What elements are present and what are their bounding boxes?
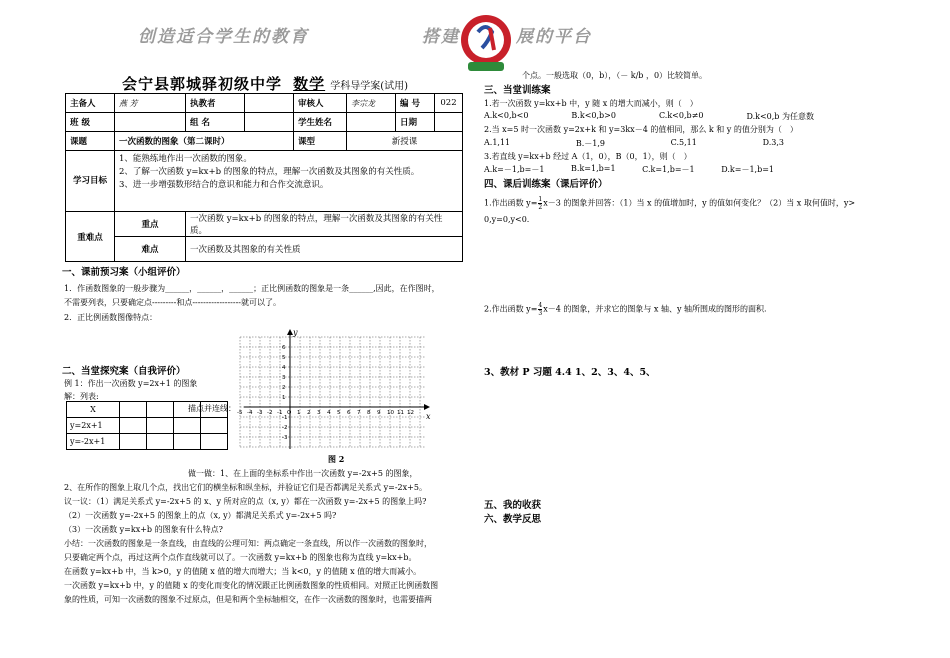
explore-heading: 二、当堂探究案（自我评价） xyxy=(62,366,186,377)
header-slogan-right-a: 搭建 xyxy=(422,27,460,47)
explore-line: 只要确定两个点，再过这两个点作直线就可以了。一次函数 y=kx+b 的图象也称为直线 y=kx+b。 xyxy=(64,553,417,562)
date-value xyxy=(435,113,463,132)
x-tick-label: 1 xyxy=(297,410,301,416)
key-point-value: 一次函数 y=kx+b 的图象的特点，理解一次函数及其图象的有关性质。 xyxy=(186,212,463,237)
label-class: 班 级 xyxy=(66,113,115,132)
label-group: 组 名 xyxy=(186,113,245,132)
x-tick-label: 3 xyxy=(317,410,321,416)
x-tick-label: 8 xyxy=(367,410,371,416)
option: A.k<0,b<0 xyxy=(484,111,529,120)
label-key-point: 重点 xyxy=(115,212,186,237)
y-tick-label: 4 xyxy=(282,365,286,371)
preview-line-2: 2．正比例函数图像特点： xyxy=(64,313,158,322)
topic-value: 一次函数的图象（第二课时） xyxy=(115,132,294,151)
explore-line: 议一议：（1）满足关系式 y=-2x+5 的 x、y 所对应的点（x, y）都在一次函数 y=-2x+5 的图象上吗? xyxy=(64,497,427,506)
explore-line: （3）一次函数 y=kx+b 的图象有什么特点? xyxy=(64,525,223,534)
label-goals: 学习目标 xyxy=(66,151,115,212)
after-class-heading: 四、课后训练案（课后评价） xyxy=(484,179,608,190)
label-reviewer: 审核人 xyxy=(294,94,347,113)
question-1: 1.若一次函数 y=kx+b 中，y 随 x 的增大而减小，则（ ） xyxy=(484,99,698,108)
coordinate-grid xyxy=(237,327,435,457)
homework-2-body: x－4 的图象，并求它的图象与 x 轴、y 轴所围成的图形的面积. xyxy=(543,304,767,314)
label-date: 日期 xyxy=(396,113,435,132)
question-2-options xyxy=(484,138,784,149)
label-teacher: 执教者 xyxy=(186,94,245,113)
y-tick-label: 2 xyxy=(282,385,286,391)
option: C.5,11 xyxy=(670,138,697,147)
subject-name: 数学 xyxy=(293,75,326,93)
option: A.k=－1,b=－1 xyxy=(484,165,545,174)
fraction-numerator: 4 xyxy=(538,302,543,309)
author-value: 燕 芳 xyxy=(115,94,186,113)
homework-1 xyxy=(484,196,855,211)
fraction-denominator: 2 xyxy=(538,204,543,211)
number-value: 022 xyxy=(435,94,463,113)
homework-1-body: x－3 的图象并回答：（1）当 x 的值增加时，y 的值如何变化？（2）当 x 取何值时，y> xyxy=(543,198,856,208)
label-key-difficult: 重难点 xyxy=(66,212,115,262)
x-tick-label: O xyxy=(287,410,292,416)
option: C.k=1,b=－1 xyxy=(642,165,695,174)
plot-label: 描点并连线： xyxy=(188,404,236,413)
homework-1-cont: 0,y=0,y<0. xyxy=(484,215,530,224)
fraction-numerator: 1 xyxy=(538,196,543,203)
option: D.3,3 xyxy=(762,138,784,147)
drill-heading: 三、当堂训练案 xyxy=(484,85,551,96)
preview-line-1b: 不需要列表，只要确定点---------和点------------------就可以了。 xyxy=(64,298,281,307)
option: B.－1,9 xyxy=(575,139,605,148)
row-x-label: X xyxy=(67,402,120,418)
explore-line: 象的性质，可知一次函数的图象不过原点，但是和两个坐标轴相交，在作一次函数的图象时，也需要描两 xyxy=(64,595,432,604)
figure-caption: 图 2 xyxy=(328,454,345,464)
fraction-denominator: 3 xyxy=(538,310,543,317)
x-tick-label: 12 xyxy=(407,410,414,416)
goals-list xyxy=(115,151,463,212)
row-y2-label: y=-2x+1 xyxy=(67,434,120,450)
goal-item: 2、了解一次函数 y=kx+b 的图象的特点，理解一次函数及其图象的有关性质。 xyxy=(119,167,420,177)
option: C.k<0,b≠0 xyxy=(658,111,704,120)
explore-line: 小结：一次函数的图象是一条直线，由直线的公理可知：两点确定一条直线，所以作一次函数的图象时， xyxy=(64,539,432,548)
label-student-name: 学生姓名 xyxy=(294,113,347,132)
header-slogan-left: 创造适合学生的教育 xyxy=(138,27,309,47)
label-lesson-type: 课型 xyxy=(294,132,347,151)
label-author: 主备人 xyxy=(66,94,115,113)
title-suffix: 学科导学案(试用) xyxy=(330,81,409,92)
y-tick-label: -1 xyxy=(282,415,288,421)
page-title xyxy=(122,73,408,94)
example-1: 例 1：作出一次函数 y=2x+1 的图象 xyxy=(64,379,198,388)
group-value xyxy=(245,113,294,132)
x-tick-label: -1 xyxy=(277,410,283,416)
explore-line: 在函数 y=kx+b 中，当 k>0，y 的值随 x 值的增大而增大；当 k<0，y 的值随 x 值的增大而减小。 xyxy=(64,567,422,576)
option: A.1,11 xyxy=(484,138,511,147)
x-tick-label: 4 xyxy=(327,410,331,416)
teacher-value xyxy=(245,94,294,113)
question-3-options xyxy=(484,164,774,175)
y-tick-label: 1 xyxy=(282,395,286,401)
option: B.k<0,b>0 xyxy=(571,111,616,120)
school-logo xyxy=(460,10,512,78)
student-name-value xyxy=(347,113,396,132)
y-tick-label: -3 xyxy=(282,435,288,441)
x-tick-label: -5 xyxy=(237,410,243,416)
label-difficulty: 难点 xyxy=(115,237,186,262)
goal-item: 3、进一步增强数形结合的意识和能力和合作交流意识。 xyxy=(119,180,329,190)
right-continuation: 个点。一般选取（0，b），（－ k/b ，0）比较简单。 xyxy=(522,71,708,80)
x-tick-label: 7 xyxy=(357,410,361,416)
question-1-options xyxy=(484,111,814,122)
lesson-type-value: 新授课 xyxy=(347,132,463,151)
y-tick-label: -2 xyxy=(282,425,288,431)
school-name: 会宁县郭城驿初级中学 xyxy=(122,75,283,93)
x-axis-label: x xyxy=(426,412,431,421)
question-2: 2.当 x=5 时一次函数 y=2x+k 和 y=3kx－4 的值相同，那么 k 和 y 的值分别为（ ） xyxy=(484,125,798,134)
goal-item: 1、能熟练地作出一次函数的图象。 xyxy=(119,154,252,164)
option: D.k=－1,b=1 xyxy=(721,165,774,174)
x-axis-arrow xyxy=(424,404,430,410)
x-tick-label: 5 xyxy=(337,410,341,416)
textbook-exercises: 3、教材 P 习题 4.4 1、2、3、4、5、 xyxy=(484,367,656,378)
reflection-heading: 六、教学反思 xyxy=(484,514,542,525)
preview-heading: 一、课前预习案（小组评价） xyxy=(62,267,186,278)
x-tick-label: 11 xyxy=(397,410,404,416)
x-tick-label: 10 xyxy=(387,410,394,416)
y-tick-label: 6 xyxy=(282,345,286,351)
y-tick-label: 3 xyxy=(282,375,286,381)
x-tick-label: -4 xyxy=(247,410,253,416)
x-tick-label: 2 xyxy=(307,410,311,416)
homework-2 xyxy=(484,302,767,317)
difficulty-value: 一次函数及其图象的有关性质 xyxy=(186,237,463,262)
label-topic: 课题 xyxy=(66,132,115,151)
label-number: 编 号 xyxy=(396,94,435,113)
y-tick-label: 5 xyxy=(282,355,286,361)
info-table xyxy=(65,93,463,262)
x-tick-label: -2 xyxy=(267,410,273,416)
y-axis-label: y xyxy=(293,328,298,337)
header-slogan-right-b: 展的平台 xyxy=(516,27,592,47)
class-value xyxy=(115,113,186,132)
explore-line: 做一做：1、在上面的坐标系中作出一次函数 y=-2x+5 的图象， xyxy=(188,469,418,478)
explore-line: 2、在所作的图象上取几个点，找出它们的横坐标和纵坐标，并验证它们是否都满足关系式 y=-2x+5。 xyxy=(64,483,427,492)
row-y1-label: y=2x+1 xyxy=(67,418,120,434)
reviewer-value: 李宗龙 xyxy=(347,94,396,113)
preview-line-1a: 1．作函数图象的一般步骤为______，______，______；正比例函数的图象是一条______,因此，在作图时， xyxy=(64,284,440,293)
x-tick-label: 9 xyxy=(377,410,381,416)
homework-2-prefix: 2.作出函数 y= xyxy=(484,304,538,314)
homework-1-prefix: 1.作出函数 y= xyxy=(484,198,538,208)
x-tick-label: 6 xyxy=(347,410,351,416)
explore-line: （2）一次函数 y=-2x+5 的图象上的点（x, y）都满足关系式 y=-2x+5 吗? xyxy=(64,511,337,520)
explore-line: 一次函数 y=kx+b 中，y 的值随 x 的变化而变化的情况跟正比例函数图象的性质相同。对照正比例函数图 xyxy=(64,581,439,590)
option: B.k=1,b=1 xyxy=(571,164,616,173)
question-3: 3.若直线 y=kx+b 经过 A（1，0），B（0，1），则（ ） xyxy=(484,152,692,161)
example-1-solution: 解：列表: xyxy=(64,392,99,401)
option: D.k<0,b 为任意数 xyxy=(746,112,814,121)
harvest-heading: 五、我的收获 xyxy=(484,500,542,511)
x-tick-label: -3 xyxy=(257,410,263,416)
